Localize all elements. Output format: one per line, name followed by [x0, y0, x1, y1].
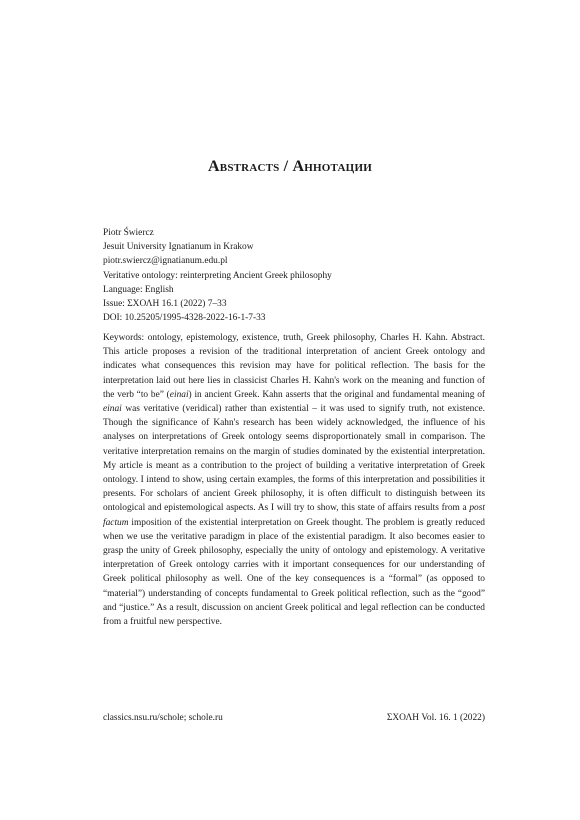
article-doi: DOI: 10.25205/1995-4328-2022-16-1-7-33: [103, 313, 266, 324]
article-metadata: [103, 226, 483, 325]
term-post-factum: post factum: [103, 503, 485, 528]
article-language: Language: English: [103, 284, 174, 295]
article-issue: Issue: ΣΧΟΛΗ 16.1 (2022) 7–33: [103, 299, 227, 310]
abstract-part-2: ) in ancient Greek. Kahn asserts that the original and fundamental meaning of: [188, 389, 485, 400]
author-email[interactable]: piotr.swiercz@ignatianum.edu.pl: [103, 256, 228, 267]
author-name: Piotr Świercz: [103, 228, 154, 238]
footer-journal-issue: ΣΧΟΛΗ Vol. 16. 1 (2022): [386, 713, 485, 723]
footer-website[interactable]: classics.nsu.ru/schole; schole.ru: [103, 713, 223, 723]
title-russian: Аннотации: [292, 158, 372, 175]
abstract-part-1: Abstract. This article proposes a revision of the traditional interpretation of ancient Greek ontology and indicates what consequences this revision may have for political reflection. The basis for the interpretation laid out here lies in classicist Charles H. Kahn's work on the meaning and function of the verb “to be” (: [103, 333, 486, 400]
abstract-part-4: imposition of the existential interpretation on Greek thought. The problem is greatly reduced when we use the veritative paradigm in place of the existential paradigm. It also becomes easier to grasp the unity of Greek philosophy, especially the unity of ontology and epistemology. A veritative interpretation of Greek ontology carries with it important consequences for our understanding of Greek political philosophy as well. One of the key consequences is a “formal” (as opposed to “material”) understanding of concepts fundamental to Greek political reflection, such as the “good” and “justice.” As a result, discussion on ancient Greek political and legal reflection can be conducted from a fruitful new perspective.: [103, 517, 485, 628]
title-separator: /: [283, 158, 289, 175]
keywords-line: Keywords: ontology, epistemology, existence, truth, Greek philosophy, Charles H. Kahn.: [103, 333, 448, 343]
abstract-text: [103, 331, 485, 629]
term-einai: einai: [169, 389, 189, 400]
author-affiliation: Jesuit University Ignatianum in Krakow: [103, 242, 254, 253]
page-title: [0, 158, 580, 176]
term-einai: einai: [103, 404, 122, 415]
article-title: Veritative ontology: reinterpreting Ancient Greek philosophy: [103, 270, 332, 281]
abstract-part-3: was veritative (veridical) rather than existential – it was used to signify truth, not existence. Though the significance of Kahn's research has been widely acknowledged, the influence of his analyses on interpretations of Greek ontology seems disproportionately small in comparison. The veritative interpretation remains on the margin of studies dominated by the existential interpretation. My article is meant as a contribution to the project of building a veritative interpretation of Greek ontology. I intend to show, using certain examples, the forms of this interpretation and possibilities it presents. For scholars of ancient Greek philosophy, it is often difficult to distinguish between its ontological and epistemological aspects. As I will try to show, this state of affairs results from a: [103, 404, 485, 514]
title-english: Abstracts: [208, 158, 280, 175]
